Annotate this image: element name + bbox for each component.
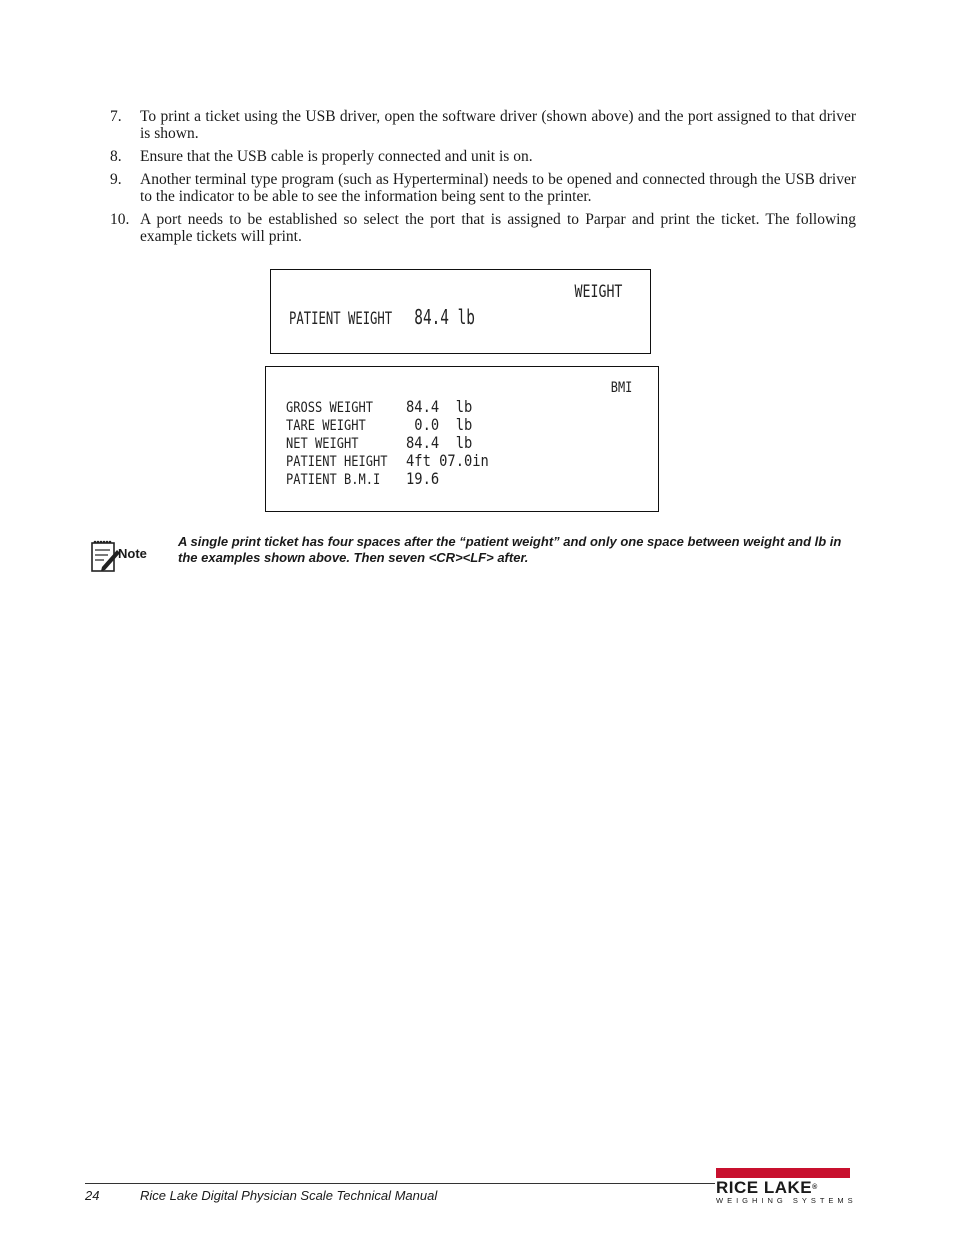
logo-wordmark	[716, 1179, 850, 1196]
step-7	[110, 108, 856, 142]
row-label: NET WEIGHT	[286, 436, 359, 452]
step-text: A port needs to be established so select the port that is assigned to Parpar and print the ticket. The following example tickets will print.	[140, 211, 856, 245]
instruction-steps	[110, 108, 856, 251]
row-value: 4ft 07.0in	[406, 451, 489, 470]
row-value: 19.6	[406, 469, 440, 488]
bmi-ticket-row	[286, 452, 502, 470]
row-label: PATIENT HEIGHT	[286, 454, 388, 470]
row-value: 84.4 lb	[406, 433, 473, 452]
row-label: PATIENT B.M.I	[286, 472, 381, 488]
step-text: To print a ticket using the USB driver, open the software driver (shown above) and the port assigned to that driver is shown.	[140, 108, 856, 142]
row-value: 0.0 lb	[406, 415, 473, 434]
step-9	[110, 171, 856, 205]
step-number: 7.	[110, 108, 122, 125]
step-text: Another terminal type program (such as Hyperterminal) needs to be opened and connected through the USB driver to the indicator to be able to see the information being sent to the printer.	[140, 171, 856, 205]
row-label: TARE WEIGHT	[286, 418, 366, 434]
bmi-ticket-row	[286, 470, 502, 488]
weight-ticket-title: WEIGHT	[574, 282, 622, 302]
weight-ticket-label: PATIENT WEIGHT	[289, 309, 393, 329]
bmi-ticket-rows	[286, 398, 502, 488]
bmi-ticket	[265, 366, 659, 512]
weight-ticket	[270, 269, 651, 354]
note-label: Note	[118, 546, 147, 561]
step-number: 10.	[110, 211, 130, 228]
logo-tagline: WEIGHING SYSTEMS	[716, 1196, 857, 1205]
footer-divider	[85, 1183, 715, 1184]
bmi-ticket-title: BMI	[610, 380, 632, 396]
weight-ticket-value: 84.4 lb	[414, 305, 475, 329]
bmi-ticket-row	[286, 434, 502, 452]
step-text: Ensure that the USB cable is properly connected and unit is on.	[140, 148, 533, 165]
row-label: GROSS WEIGHT	[286, 400, 373, 416]
manual-title: Rice Lake Digital Physician Scale Technical Manual	[140, 1188, 438, 1203]
bmi-ticket-row	[286, 398, 502, 416]
page-number: 24	[85, 1188, 100, 1203]
step-10	[110, 211, 856, 245]
logo-name: RICE LAKE	[716, 1178, 813, 1197]
step-number: 8.	[110, 148, 122, 165]
bmi-ticket-row	[286, 416, 502, 434]
row-value: 84.4 lb	[406, 397, 473, 416]
note-text: A single print ticket has four spaces after the “patient weight” and only one space between weight and lb in the examples shown above. Then seven <CR><LF> after.	[178, 534, 842, 565]
weight-ticket-row	[289, 305, 475, 329]
logo-registered-mark: ®	[812, 1184, 818, 1191]
rice-lake-logo	[716, 1168, 857, 1205]
logo-red-bar	[716, 1168, 850, 1178]
step-8	[110, 148, 856, 165]
step-number: 9.	[110, 171, 122, 188]
